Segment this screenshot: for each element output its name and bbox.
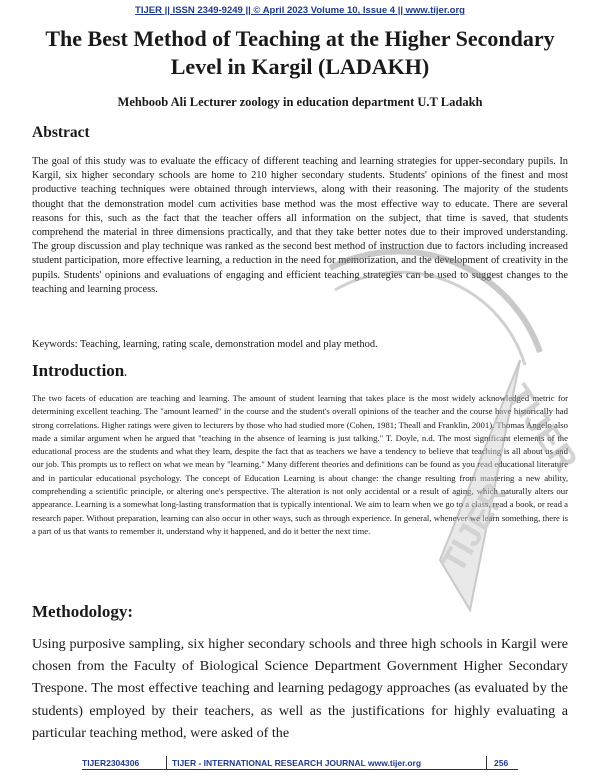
introduction-heading-text: Introduction [32, 361, 125, 380]
author-line: Mehboob Ali Lecturer zoology in education department U.T Ladakh [117, 95, 483, 109]
page-footer [0, 756, 600, 770]
abstract-heading: Abstract [32, 124, 90, 141]
footer-paper-id: TIJER2304306 [82, 758, 140, 768]
introduction-text: The two facets of education are teaching and learning. The amount of student learning that takes place is the most widely acknowledged metric for determining excellent teaching. The "amount learned" in the course and the student's overall opinions of the teacher and the course have historically had strong correlations. Higher ratings were given to lecturers by those who had studied more (Cohen, 1981; Theall and Franklin, 2001). Thomas Angelo also made a similar argument when he argued that "teaching in the absence of learning is just talking." T. Doyle, n.d. The most significant elements of the educational process are the students and what they learn, despite the fact that as teachers we have a tendency to believe that teaching is all about us and our job. This prompts us to reflect on what we mean by "learning." Many different theories and definitions can be found as you read educational literature and in particular educational psychology. The concept of Education Learning is about change: the change resulting from mastering a new ability, comprehending a scientific principle, or altering one's perspective. The alteration is not only accidental or a result of aging, which naturally alters our appearance. Learning is a somewhat long-lasting transformation that is typically intentional. We aim to learn when we go to a class, read a book, or read a research paper. Without preparation, learning can also occur in other ways, such as through experience. In general, whenever we learn something, there is a part of us that wants to remember it, understand why it happened, and do it better the next time. [32, 393, 568, 536]
introduction-heading: Introduction. [32, 361, 127, 380]
paper-title: The Best Method of Teaching at the Higher Secondary Level in Kargil (LADAKH) [45, 26, 555, 79]
footer-journal: TIJER - INTERNATIONAL RESEARCH JOURNAL www.tijer.org [172, 758, 422, 768]
journal-header: TIJER || ISSN 2349-9249 || © April 2023 Volume 10, Issue 4 || www.tijer.org [135, 5, 465, 16]
svg-text:TIJER: TIJER [434, 476, 516, 579]
footer-page-number: 256 [494, 758, 509, 768]
abstract-text: The goal of this study was to evaluate the efficacy of different teaching and learning strategies for upper-secondary pupils. In Kargil, six higher secondary schools are home to 210 higher secondary students. Students' opinions of the finest and most productive teaching techniques were obtained through interviews, along with their reasoning. The majority of the students thought that the demonstration model cum activities base method was the most effective way to educate. There are several reasons for this, such as the fact that the teacher offers all information on the subject, that time is saved, that students comprehend the material in three dimensions practically, and that they take better notes due to their improved understanding. The group discussion and play technique was ranked as the second best method of instruction due to factors including increased student participation, more effective learning, a reduction in the need for memorization, and the development of creativity in the pupils. Students' opinions and evaluations of engaging and efficient teaching strategies can be used to suggest changes to the teaching and learning process. [32, 156, 568, 295]
methodology-heading: Methodology: [32, 602, 134, 621]
footer-divider [486, 756, 487, 770]
svg-text:TIJER: TIJER [498, 377, 585, 479]
footer-rule [82, 769, 518, 770]
footer-divider [166, 756, 167, 770]
methodology-text: Using purposive sampling, six higher secondary schools and three high schools in Kargil were chosen from the Faculty of Biological Science Department Government Higher Secondary Trespone. The most effective teaching and learning pedagogy approaches (as evaluated by the students) employed by their teachers, as well as the justifications for highly evaluating a particular teaching method, were asked of the [32, 636, 568, 741]
keywords-line: Keywords: Teaching, learning, rating scale, demonstration model and play method. [32, 339, 378, 350]
